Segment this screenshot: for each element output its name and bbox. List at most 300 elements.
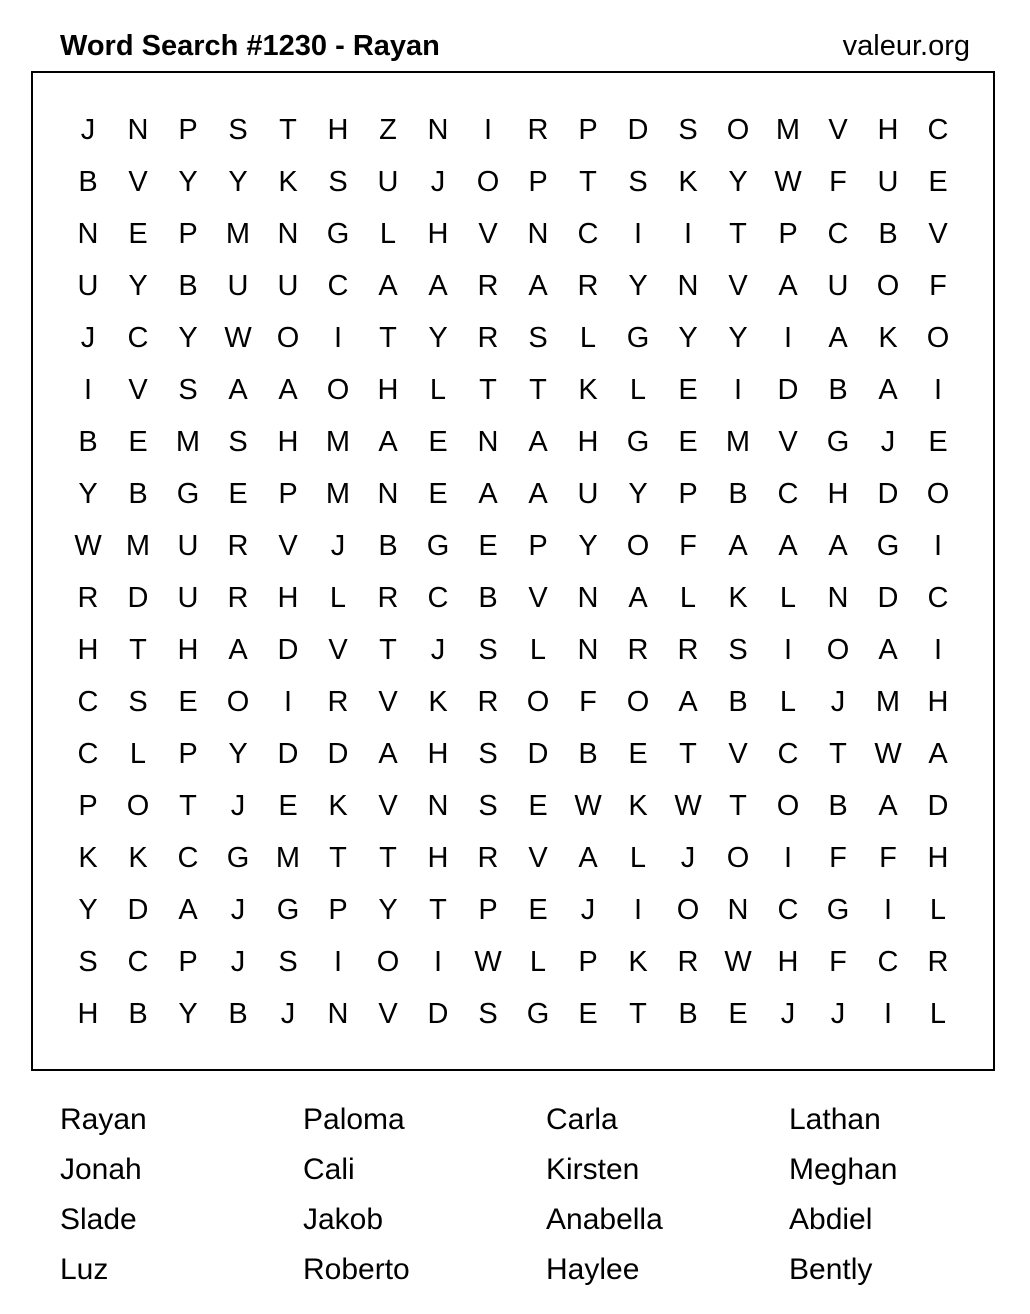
grid-letter: Y <box>228 165 248 198</box>
grid-letter: B <box>178 269 198 302</box>
grid-letter: I <box>683 217 693 250</box>
grid-letter: A <box>278 373 298 406</box>
grid-letter: E <box>228 477 248 510</box>
grid-letter: Y <box>178 321 198 354</box>
grid-letter: H <box>77 633 99 666</box>
grid-letter: E <box>678 373 698 406</box>
grid-letter: N <box>727 893 749 926</box>
grid-letter: P <box>278 477 298 510</box>
grid-letter: E <box>928 165 948 198</box>
grid-letter: Y <box>628 477 648 510</box>
grid-letter: U <box>227 269 249 302</box>
grid-letter: S <box>128 685 148 718</box>
grid-letter: S <box>678 113 698 146</box>
grid-letter: S <box>278 945 298 978</box>
grid-letter: G <box>826 425 850 458</box>
grid-letter: Y <box>728 321 748 354</box>
grid-letter: V <box>528 841 548 874</box>
grid-letter: N <box>477 425 499 458</box>
grid-letter: T <box>479 373 497 406</box>
grid-letter: L <box>579 321 597 354</box>
grid-letter: T <box>729 217 747 250</box>
grid-letter: D <box>127 581 149 614</box>
grid-letter: T <box>279 113 297 146</box>
grid-letter: A <box>778 269 798 302</box>
grid-letter: D <box>927 789 949 822</box>
grid-letter: O <box>126 789 150 822</box>
grid-letter: A <box>478 477 498 510</box>
grid-letter: R <box>227 529 249 562</box>
grid-letter: A <box>878 373 898 406</box>
grid-letter: B <box>828 373 848 406</box>
grid-letter: M <box>325 425 351 458</box>
grid-letter: D <box>277 737 299 770</box>
grid-letter: O <box>926 477 950 510</box>
grid-letter: H <box>177 633 199 666</box>
grid-letter: K <box>628 789 648 822</box>
grid-letter: W <box>74 529 102 562</box>
grid-letter: Y <box>78 893 98 926</box>
grid-letter: E <box>278 789 298 822</box>
grid-letter: J <box>680 841 696 874</box>
grid-letter: N <box>77 217 99 250</box>
grid-letter: N <box>527 217 549 250</box>
grid-letter: J <box>230 893 246 926</box>
grid-letter: B <box>78 165 98 198</box>
grid-letter: V <box>478 217 498 250</box>
grid-letter: O <box>226 685 250 718</box>
grid-letter: E <box>428 425 448 458</box>
grid-letter: J <box>880 425 896 458</box>
grid-letter: A <box>828 529 848 562</box>
grid-letter: S <box>228 113 248 146</box>
grid-letter: Y <box>228 737 248 770</box>
grid-letter: I <box>333 945 343 978</box>
grid-letter: O <box>276 321 300 354</box>
grid-letter: O <box>826 633 850 666</box>
grid-letter: R <box>77 581 99 614</box>
grid-letter: Y <box>428 321 448 354</box>
grid-letter: A <box>578 841 598 874</box>
grid-letter: I <box>633 893 643 926</box>
grid-letter: K <box>278 165 298 198</box>
grid-letter: G <box>176 477 200 510</box>
word-list <box>60 1098 1030 1298</box>
grid-letter: C <box>577 217 599 250</box>
grid-letter: I <box>783 633 793 666</box>
grid-letter: R <box>227 581 249 614</box>
grid-letter: F <box>829 841 847 874</box>
grid-letter: V <box>278 529 298 562</box>
grid-letter: J <box>80 321 96 354</box>
grid-letter: J <box>230 945 246 978</box>
grid-letter: W <box>724 945 752 978</box>
grid-letter: A <box>428 269 448 302</box>
grid-letter: R <box>627 633 649 666</box>
grid-letter: U <box>177 529 199 562</box>
grid-letter: M <box>275 841 301 874</box>
grid-letter: N <box>327 997 349 1030</box>
grid-letter: U <box>877 165 899 198</box>
grid-letter: H <box>577 425 599 458</box>
grid-letter: V <box>128 165 148 198</box>
grid-letter: N <box>377 477 399 510</box>
grid-letter: K <box>728 581 748 614</box>
grid-letter: H <box>77 997 99 1030</box>
grid-letter: S <box>478 997 498 1030</box>
grid-letter: C <box>327 269 349 302</box>
grid-letter: U <box>77 269 99 302</box>
grid-letter: I <box>83 373 93 406</box>
grid-letter: N <box>427 113 449 146</box>
grid-letter: P <box>478 893 498 926</box>
grid-letter: P <box>78 789 98 822</box>
grid-letter: C <box>77 685 99 718</box>
grid-letter: H <box>377 373 399 406</box>
grid-letter: L <box>379 217 397 250</box>
grid-letter: N <box>677 269 699 302</box>
grid-letter: C <box>77 737 99 770</box>
grid-letter: K <box>328 789 348 822</box>
grid-letter: R <box>377 581 399 614</box>
grid-letter: D <box>527 737 549 770</box>
grid-letter: I <box>483 113 493 146</box>
word-list-item: Slade <box>60 1203 137 1236</box>
grid-letter: B <box>128 477 148 510</box>
grid-letter: B <box>128 997 148 1030</box>
word-list-item: Paloma <box>303 1103 405 1136</box>
grid-letter: H <box>427 841 449 874</box>
word-list-item: Rayan <box>60 1103 147 1136</box>
header <box>60 28 970 68</box>
grid-letter: T <box>379 633 397 666</box>
word-list-item: Haylee <box>546 1253 640 1286</box>
grid-letter: M <box>775 113 801 146</box>
grid-letter: P <box>778 217 798 250</box>
grid-letter: O <box>926 321 950 354</box>
grid-letter: Y <box>78 477 98 510</box>
grid-letter: R <box>477 841 499 874</box>
grid-letter: O <box>676 893 700 926</box>
grid-letter: V <box>378 789 398 822</box>
grid-letter: U <box>377 165 399 198</box>
grid-letter: A <box>778 529 798 562</box>
grid-letter: B <box>878 217 898 250</box>
grid-letter: R <box>477 685 499 718</box>
grid-letter: I <box>433 945 443 978</box>
grid-letter: R <box>677 633 699 666</box>
grid-letter: L <box>779 581 797 614</box>
word-list-item: Abdiel <box>789 1203 873 1236</box>
grid-letter: E <box>178 685 198 718</box>
grid-letter: E <box>528 789 548 822</box>
grid-letter: A <box>228 373 248 406</box>
grid-letter: V <box>728 269 748 302</box>
grid-letter: L <box>629 373 647 406</box>
grid-letter: I <box>733 373 743 406</box>
grid-letter: B <box>678 997 698 1030</box>
grid-letter: F <box>929 269 947 302</box>
grid-letter: L <box>629 841 647 874</box>
grid-letter: A <box>828 321 848 354</box>
grid-letter: T <box>629 997 647 1030</box>
grid-letter: L <box>429 373 447 406</box>
grid-letter: M <box>175 425 201 458</box>
grid-letter: A <box>528 477 548 510</box>
grid-letter: P <box>328 893 348 926</box>
grid-letter: A <box>528 269 548 302</box>
grid-letter: Z <box>379 113 397 146</box>
grid-letter: L <box>529 633 547 666</box>
grid-letter: C <box>927 113 949 146</box>
grid-letter: A <box>678 685 698 718</box>
grid-letter: P <box>178 217 198 250</box>
grid-letter: S <box>78 945 98 978</box>
grid-letter: O <box>526 685 550 718</box>
word-list-item: Jakob <box>303 1203 384 1236</box>
grid-letter: O <box>726 113 750 146</box>
grid-letter: Y <box>128 269 148 302</box>
grid-letter: L <box>129 737 147 770</box>
grid-letter: T <box>379 321 397 354</box>
grid-letter: J <box>430 165 446 198</box>
grid-letter: U <box>177 581 199 614</box>
grid-letter: P <box>178 113 198 146</box>
grid-letter: C <box>427 581 449 614</box>
grid-letter: D <box>627 113 649 146</box>
grid-letter: B <box>228 997 248 1030</box>
grid-letter: E <box>578 997 598 1030</box>
grid-letter: E <box>478 529 498 562</box>
grid-letter: G <box>276 893 300 926</box>
grid-letter: T <box>579 165 597 198</box>
grid-letter: C <box>777 893 799 926</box>
grid-letter: I <box>633 217 643 250</box>
grid-letter: R <box>477 321 499 354</box>
grid-letter: D <box>327 737 349 770</box>
word-list-item: Bently <box>789 1253 873 1286</box>
grid-letter: P <box>678 477 698 510</box>
grid-letter: J <box>280 997 296 1030</box>
grid-letter: U <box>577 477 599 510</box>
grid-letter: I <box>283 685 293 718</box>
grid-letter: S <box>628 165 648 198</box>
grid-letter: A <box>378 737 398 770</box>
grid-letter: V <box>328 633 348 666</box>
grid-letter: V <box>528 581 548 614</box>
grid-letter: S <box>478 633 498 666</box>
grid-letter: W <box>774 165 802 198</box>
grid-letter: M <box>875 685 901 718</box>
grid-letter: H <box>827 477 849 510</box>
grid-letter: L <box>929 997 947 1030</box>
grid-letter: B <box>828 789 848 822</box>
grid-letter: Y <box>378 893 398 926</box>
grid-letter: H <box>277 425 299 458</box>
grid-letter: C <box>777 737 799 770</box>
grid-letter: H <box>427 217 449 250</box>
grid-letter: R <box>927 945 949 978</box>
word-list-item: Jonah <box>60 1153 142 1186</box>
grid-letter: E <box>128 217 148 250</box>
grid-letter: N <box>827 581 849 614</box>
grid-letter: Y <box>178 997 198 1030</box>
grid-letter: V <box>128 373 148 406</box>
grid-letter: C <box>877 945 899 978</box>
grid-letter: L <box>929 893 947 926</box>
grid-letter: A <box>378 269 398 302</box>
grid-letter: V <box>728 737 748 770</box>
word-list-item: Roberto <box>303 1253 410 1286</box>
grid-letter: W <box>874 737 902 770</box>
grid-letter: C <box>927 581 949 614</box>
grid-letter: G <box>226 841 250 874</box>
grid-letter: U <box>827 269 849 302</box>
grid-letter: K <box>878 321 898 354</box>
grid-letter: P <box>178 737 198 770</box>
grid-letter: I <box>883 997 893 1030</box>
grid-letter: A <box>728 529 748 562</box>
grid-letter: K <box>78 841 98 874</box>
grid-letter: H <box>777 945 799 978</box>
grid-letter: T <box>329 841 347 874</box>
grid-letter: T <box>129 633 147 666</box>
grid-letter: P <box>178 945 198 978</box>
grid-letter: P <box>578 945 598 978</box>
grid-letter: G <box>626 321 650 354</box>
grid-letter: N <box>577 581 599 614</box>
letter-grid <box>63 104 963 1040</box>
word-list-item: Meghan <box>789 1153 898 1186</box>
grid-letter: B <box>728 477 748 510</box>
grid-letter: G <box>826 893 850 926</box>
word-list-item: Lathan <box>789 1103 881 1136</box>
grid-letter: F <box>679 529 697 562</box>
grid-letter: V <box>778 425 798 458</box>
grid-letter: C <box>177 841 199 874</box>
grid-letter: A <box>928 737 948 770</box>
grid-letter: O <box>376 945 400 978</box>
grid-letter: S <box>478 789 498 822</box>
grid-letter: T <box>829 737 847 770</box>
grid-letter: M <box>125 529 151 562</box>
grid-letter: T <box>529 373 547 406</box>
grid-letter: P <box>528 165 548 198</box>
grid-letter: V <box>828 113 848 146</box>
grid-letter: W <box>674 789 702 822</box>
grid-letter: R <box>327 685 349 718</box>
grid-letter: F <box>579 685 597 718</box>
grid-letter: J <box>230 789 246 822</box>
grid-letter: P <box>528 529 548 562</box>
grid-letter: V <box>378 685 398 718</box>
grid-letter: I <box>783 841 793 874</box>
grid-letter: I <box>933 373 943 406</box>
grid-letter: I <box>333 321 343 354</box>
grid-letter: S <box>328 165 348 198</box>
grid-letter: R <box>577 269 599 302</box>
grid-letter: F <box>879 841 897 874</box>
grid-letter: A <box>878 789 898 822</box>
grid-letter: V <box>928 217 948 250</box>
grid-letter: E <box>428 477 448 510</box>
site-name: valeur.org <box>842 30 970 62</box>
grid-letter: A <box>378 425 398 458</box>
grid-letter: D <box>127 893 149 926</box>
grid-letter: C <box>827 217 849 250</box>
grid-letter: T <box>679 737 697 770</box>
grid-letter: D <box>877 581 899 614</box>
grid-letter: J <box>780 997 796 1030</box>
grid-letter: T <box>729 789 747 822</box>
grid-letter: G <box>626 425 650 458</box>
grid-letter: I <box>933 633 943 666</box>
grid-letter: A <box>228 633 248 666</box>
grid-letter: A <box>528 425 548 458</box>
grid-letter: H <box>927 841 949 874</box>
grid-letter: L <box>679 581 697 614</box>
grid-letter: E <box>678 425 698 458</box>
grid-letter: E <box>728 997 748 1030</box>
grid-letter: H <box>927 685 949 718</box>
grid-letter: B <box>478 581 498 614</box>
grid-letter: P <box>578 113 598 146</box>
grid-letter: I <box>783 321 793 354</box>
grid-letter: K <box>628 945 648 978</box>
grid-letter: W <box>574 789 602 822</box>
grid-letter: T <box>379 841 397 874</box>
grid-letter: F <box>829 945 847 978</box>
grid-letter: B <box>578 737 598 770</box>
grid-letter: H <box>277 581 299 614</box>
grid-letter: L <box>329 581 347 614</box>
grid-letter: K <box>128 841 148 874</box>
grid-letter: R <box>477 269 499 302</box>
grid-letter: Y <box>728 165 748 198</box>
grid-letter: S <box>178 373 198 406</box>
grid-letter: N <box>127 113 149 146</box>
grid-letter: G <box>326 217 350 250</box>
grid-letter: J <box>830 685 846 718</box>
grid-letter: Y <box>178 165 198 198</box>
grid-letter: Y <box>678 321 698 354</box>
grid-letter: U <box>277 269 299 302</box>
word-list-item: Cali <box>303 1153 355 1186</box>
grid-letter: T <box>179 789 197 822</box>
grid-letter: G <box>426 529 450 562</box>
word-list-item: Carla <box>546 1103 618 1136</box>
grid-letter: O <box>626 685 650 718</box>
grid-letter: L <box>779 685 797 718</box>
grid-letter: C <box>777 477 799 510</box>
grid-letter: O <box>626 529 650 562</box>
grid-letter: J <box>430 633 446 666</box>
grid-letter: J <box>330 529 346 562</box>
grid-letter: O <box>476 165 500 198</box>
word-list-item: Anabella <box>546 1203 663 1236</box>
grid-letter: C <box>127 321 149 354</box>
grid-letter: M <box>325 477 351 510</box>
grid-letter: W <box>224 321 252 354</box>
grid-letter: T <box>429 893 447 926</box>
grid-letter: H <box>877 113 899 146</box>
grid-letter: S <box>528 321 548 354</box>
grid-letter: V <box>378 997 398 1030</box>
grid-letter: N <box>577 633 599 666</box>
grid-letter: W <box>474 945 502 978</box>
grid-letter: H <box>327 113 349 146</box>
page-title: Word Search #1230 - Rayan <box>60 30 440 62</box>
